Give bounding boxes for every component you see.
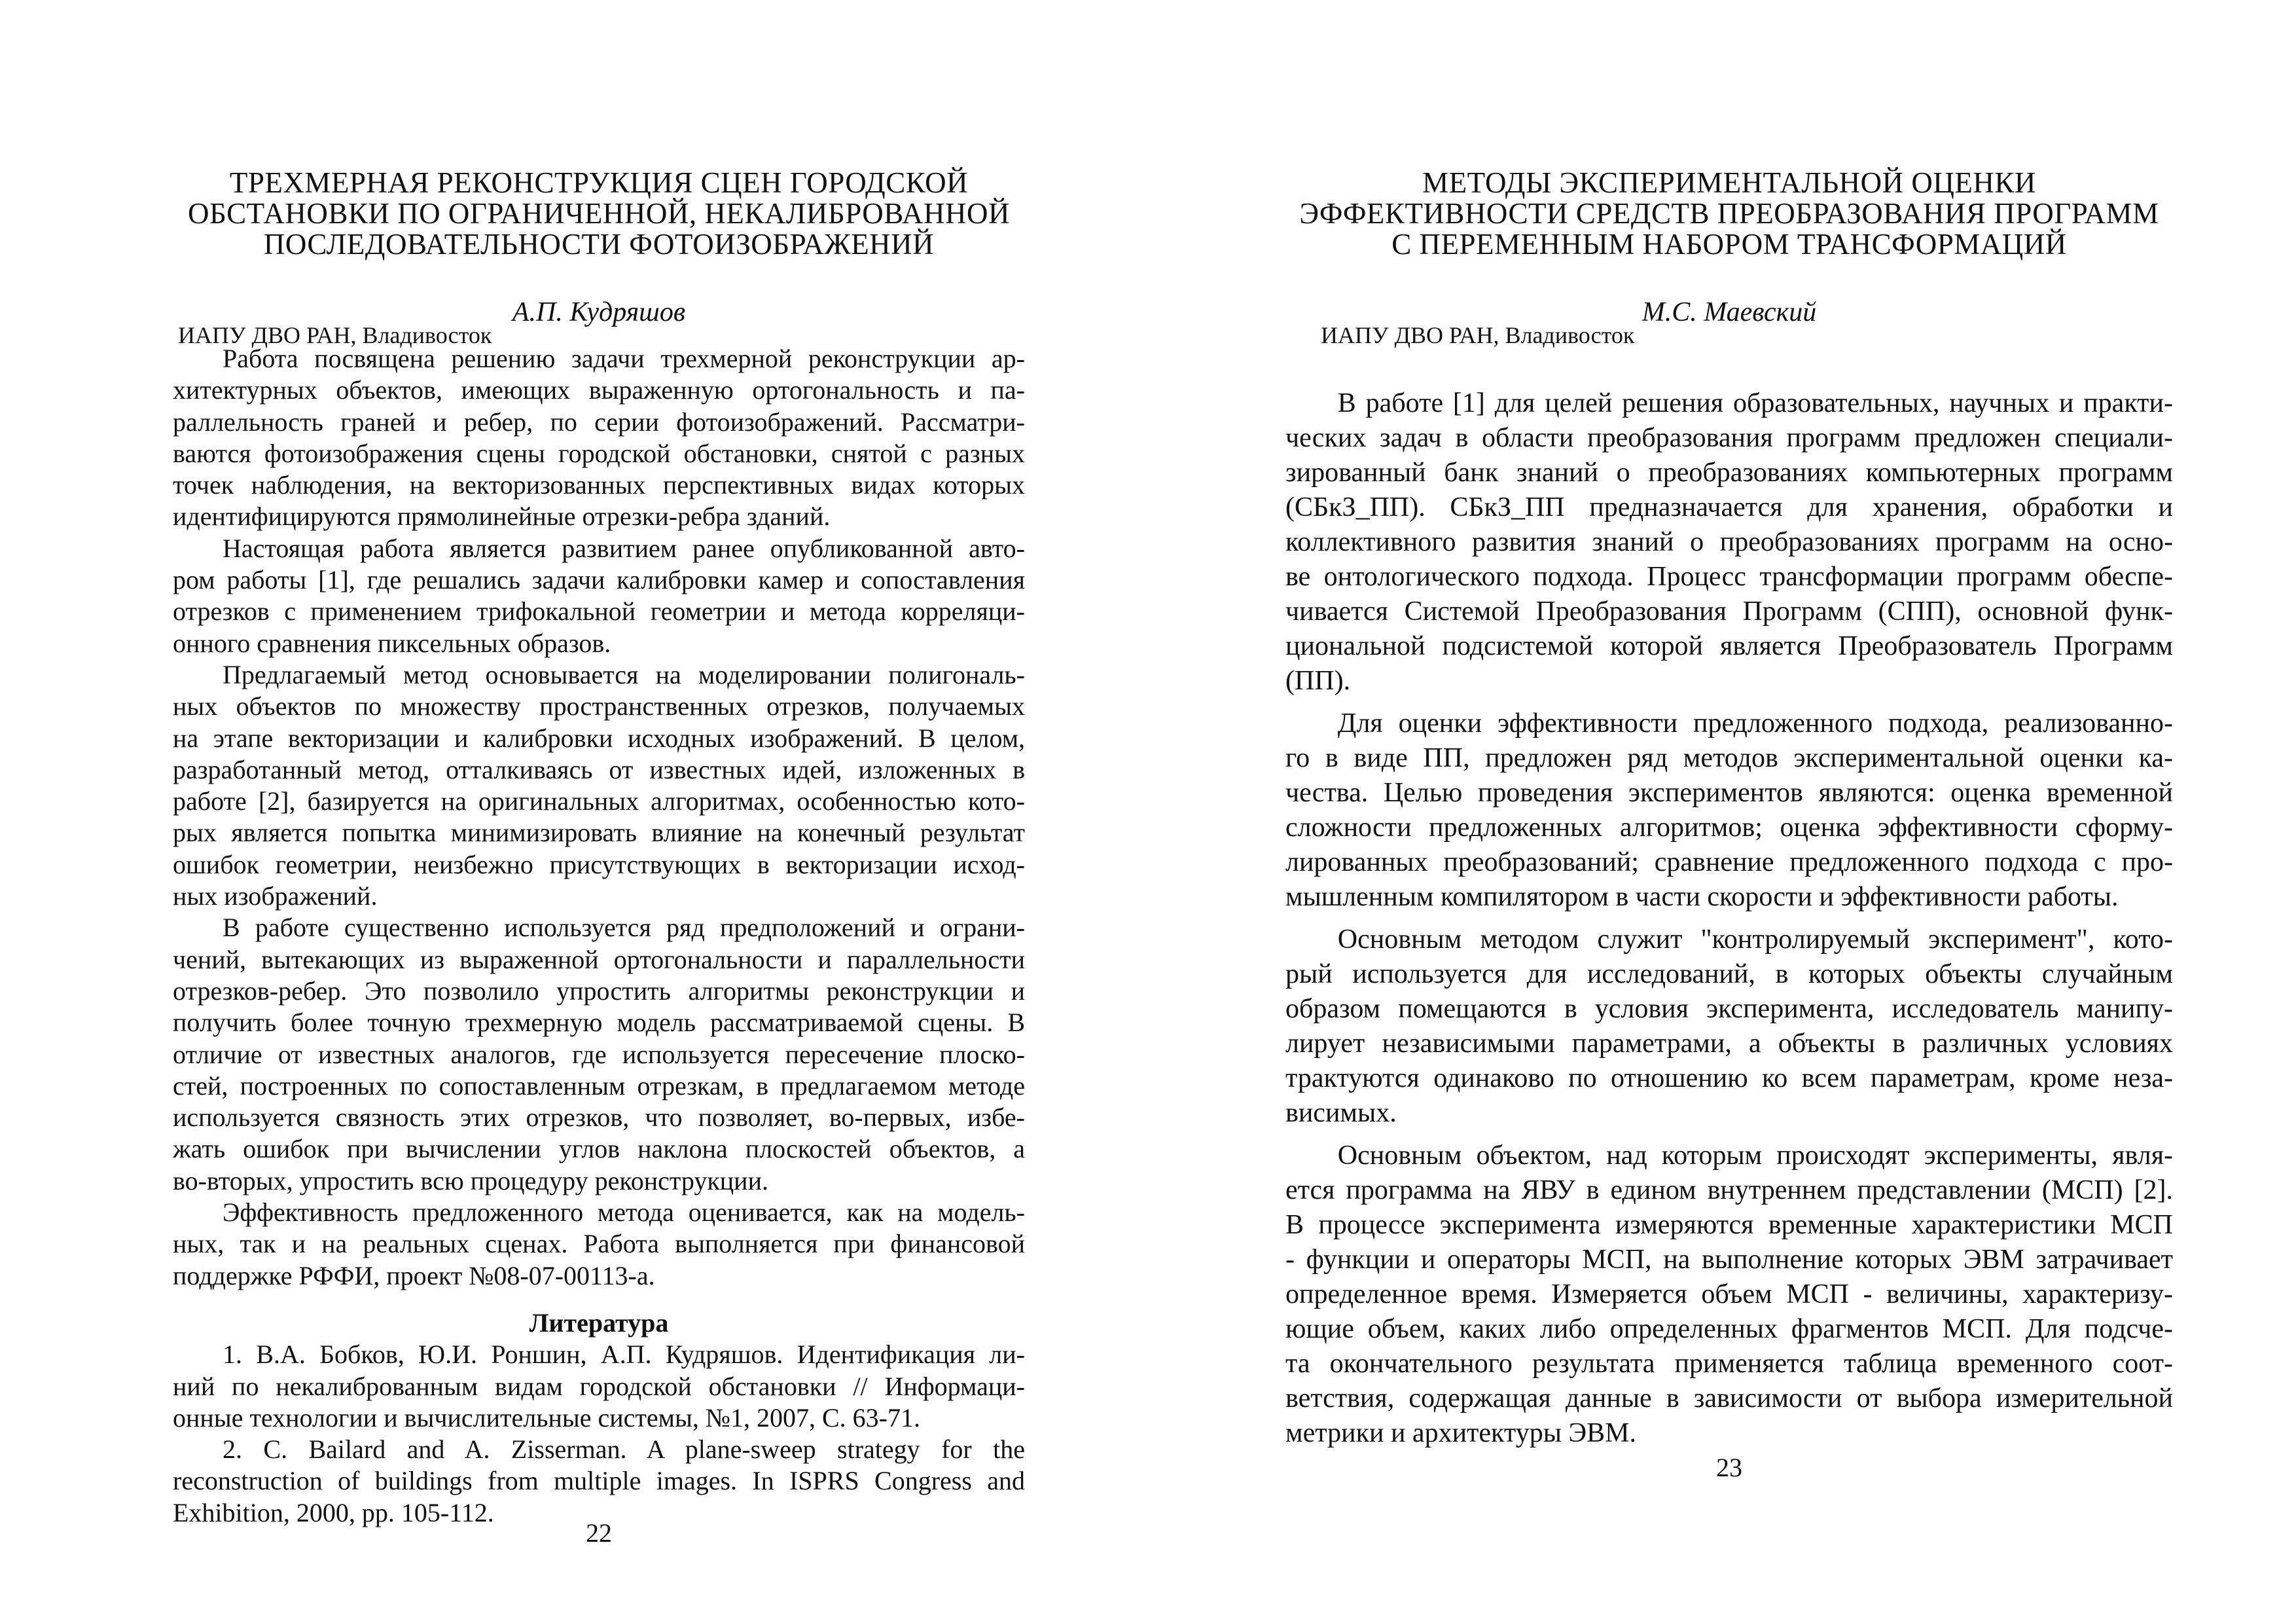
text-line: трактуются одинаково по отношению ко всем параметрам, кроме неза- <box>1285 1063 2173 1093</box>
text-line: ных, так и на реальных сценах. Работа выполняется при финансовой <box>173 1229 1025 1259</box>
text-line: Основным методом служит "контролируемый эксперимент", кото- <box>1337 924 2173 955</box>
text-line: лирует независимыми параметрами, а объекты в различных условиях <box>1285 1029 2173 1059</box>
paragraph <box>1285 386 2173 699</box>
text-line: В процессе эксперимента измеряются временные характеристики МСП <box>1285 1210 2173 1240</box>
text-line: чивается Системой Преобразования Программ (СПП), основной функ- <box>1285 596 2173 627</box>
text-line: ве онтологического подхода. Процесс трансформации программ обеспе- <box>1285 562 2173 592</box>
text-line: лированных преобразований; сравнение предложенного подхода с про- <box>1285 847 2173 877</box>
paragraph <box>1285 922 2173 1131</box>
text-line: чества. Целью проведения экспериментов являются: оценка временной <box>1285 778 2173 808</box>
text-line: метрики и архитектуры ЭВМ. <box>1285 1418 1636 1448</box>
text-line: Предлагаемый метод основывается на моделировании полигональ- <box>223 659 1025 689</box>
left-affiliation: ИАПУ ДВО РАН, Владивосток <box>178 322 492 348</box>
title-line: ЭФФЕКТИВНОСТИ СРЕДСТВ ПРЕОБРАЗОВАНИЯ ПРОГРАММ <box>1299 197 2159 230</box>
text-line: чений, вытекающих из выраженной ортогональности и параллельности <box>173 944 1025 974</box>
paragraph <box>173 912 1025 1197</box>
text-line: онные технологии и вычислительные системы, №1, 2007, С. 63-71. <box>173 1402 920 1432</box>
text-line: мышленным компилятором в части скорости и эффективности работы. <box>1285 882 2119 912</box>
left-author: А.П. Кудряшов <box>512 297 686 327</box>
right-article-body <box>1285 386 2173 1451</box>
right-article-title <box>1285 168 2173 260</box>
left-article-title <box>173 168 1025 260</box>
text-line: ром работы [1], где решались задачи калибровки камер и сопоставления <box>173 565 1025 595</box>
right-affiliation: ИАПУ ДВО РАН, Владивосток <box>1321 322 1635 348</box>
text-line: 1. В.А. Бобков, Ю.И. Роншин, А.П. Кудряшов. Идентификация ли- <box>223 1340 1025 1370</box>
reference-item <box>173 1434 1025 1529</box>
text-line: Работа посвящена решению задачи трехмерной реконструкции ар- <box>223 344 1025 373</box>
text-line: раллельность граней и ребер, по серии фотоизображений. Рассматри- <box>173 407 1025 437</box>
text-line: ошибок геометрии, неизбежно присутствующих в векторизации исход- <box>173 849 1025 879</box>
left-page-number: 22 <box>586 1518 612 1548</box>
text-line: разработанный метод, отталкиваясь от известных идей, изложенных в <box>173 754 1025 784</box>
text-line: Основным объектом, над которым происходят эксперименты, явля- <box>1337 1140 2173 1171</box>
text-line: получить более точную трехмерную модель рассматриваемой сцены. В <box>173 1008 1025 1038</box>
text-line: работе [2], базируется на оригинальных алгоритмах, особенностью кото- <box>173 786 1025 816</box>
text-line: коллективного развития знаний о преобразованиях программ на осно- <box>1285 527 2173 557</box>
paragraph <box>173 343 1025 533</box>
text-line: Настоящая работа является развитием ранее опубликованной авто- <box>223 533 1025 563</box>
paragraph <box>173 1197 1025 1292</box>
text-line: 2. C. Bailard and A. Zisserman. A plane-sweep strategy for the <box>223 1434 1025 1465</box>
right-author: М.С. Маевский <box>1641 297 1817 327</box>
text-line: (СБкЗ_ПП). СБкЗ_ПП предназначается для хранения, обработки и <box>1285 492 2173 522</box>
paragraph <box>173 659 1025 912</box>
text-line: Эффективность предложенного метода оценивается, как на модель- <box>223 1197 1025 1228</box>
text-line: во-вторых, упростить всю процедуру реконструкции. <box>173 1165 768 1195</box>
title-line: ПОСЛЕДОВАТЕЛЬНОСТИ ФОТОИЗОБРАЖЕНИЙ <box>263 228 935 261</box>
text-line: В работе существенно используется ряд предположений и ограни- <box>223 913 1025 943</box>
text-line: ных изображений. <box>173 881 378 911</box>
text-line: Exhibition, 2000, pp. 105-112. <box>173 1497 494 1527</box>
reference-item <box>173 1339 1025 1434</box>
paragraph <box>1285 1139 2173 1451</box>
text-line: ется программа на ЯВУ в едином внутреннем представлении (МСП) [2]. <box>1285 1175 2173 1205</box>
references-heading: Литература <box>529 1307 669 1338</box>
text-line: рый используется для исследований, в которых объекты случайным <box>1285 959 2173 989</box>
text-line: ветствия, содержащая данные в зависимости от выбора измерительной <box>1285 1383 2173 1413</box>
text-line: сложности предложенных алгоритмов; оценка эффективности сформу- <box>1285 812 2173 843</box>
text-line: хитектурных объектов, имеющих выраженную ортогональность и па- <box>173 375 1025 405</box>
paragraph <box>1285 706 2173 915</box>
text-line: рых является попытка минимизировать влияние на конечный результат <box>173 818 1025 848</box>
text-line: точек наблюдения, на векторизованных перспективных видах которых <box>173 470 1025 500</box>
title-line: С ПЕРЕМЕННЫМ НАБОРОМ ТРАНСФОРМАЦИЙ <box>1391 228 2067 261</box>
text-line: Для оценки эффективности предложенного подхода, реализованно- <box>1337 708 2173 739</box>
left-article-body <box>173 343 1025 1529</box>
text-line: (ПП). <box>1285 666 1351 696</box>
right-page-number: 23 <box>1716 1453 1742 1482</box>
text-line: висимых. <box>1285 1098 1397 1128</box>
text-line: стей, построенных по сопоставленным отрезкам, в предлагаемом методе <box>173 1070 1025 1101</box>
text-line: ческих задач в области преобразования программ предложен специали- <box>1285 423 2173 453</box>
text-line: го в виде ПП, предложен ряд методов экспериментальной оценки ка- <box>1285 743 2173 773</box>
text-line: - функции и операторы МСП, на выполнение которых ЭВМ затрачивает <box>1285 1245 2173 1275</box>
text-line: ваются фотоизображения сцены городской обстановки, снятой с разных <box>173 438 1025 468</box>
text-line: онного сравнения пиксельных образов. <box>173 628 611 658</box>
text-line: зированный банк знаний о преобразованиях компьютерных программ <box>1285 458 2173 488</box>
title-line: МЕТОДЫ ЭКСПЕРИМЕНТАЛЬНОЙ ОЦЕНКИ <box>1422 166 2036 199</box>
text-line: В работе [1] для целей решения образовательных, научных и практи- <box>1337 388 2173 418</box>
text-line: ющие объем, каких либо определенных фрагментов МСП. Для подсче- <box>1285 1314 2173 1344</box>
text-line: поддержке РФФИ, проект №08-07-00113-а. <box>173 1260 655 1290</box>
text-line: отличие от известных аналогов, где используется пересечение плоско- <box>173 1039 1025 1069</box>
text-line: циональной подсистемой которой является Преобразователь Программ <box>1285 631 2173 661</box>
text-line: reconstruction of buildings from multiple images. In ISPRS Congress and <box>173 1466 1025 1496</box>
text-line: отрезков с применением трифокальной геометрии и метода корреляци- <box>173 596 1025 627</box>
paragraph <box>173 533 1025 659</box>
text-line: на этапе векторизации и калибровки исходных изображений. В целом, <box>173 723 1025 753</box>
text-line: ных объектов по множеству пространственных отрезков, получаемых <box>173 691 1025 721</box>
text-line: та окончательного результата применяется таблица временного соот- <box>1285 1349 2173 1379</box>
text-line: идентифицируются прямолинейные отрезки-ребра зданий. <box>173 501 831 532</box>
title-line: ОБСТАНОВКИ ПО ОГРАНИЧЕННОЙ, НЕКАЛИБРОВАННОЙ <box>188 197 1010 230</box>
text-line: жать ошибок при вычислении углов наклона плоскостей объектов, а <box>173 1134 1025 1164</box>
title-line: ТРЕХМЕРНАЯ РЕКОНСТРУКЦИЯ СЦЕН ГОРОДСКОЙ <box>229 166 969 199</box>
text-line: используется связность этих отрезков, что позволяет, во-первых, избе- <box>173 1103 1025 1133</box>
text-line: определенное время. Измеряется объем МСП - величины, характеризу- <box>1285 1279 2173 1309</box>
text-line: отрезков-ребер. Это позволило упростить алгоритмы реконструкции и <box>173 976 1025 1006</box>
text-line: ний по некалиброванным видам городской обстановки // Информаци- <box>173 1371 1025 1401</box>
text-line: образом помещаются в условия эксперимента, исследователь манипу- <box>1285 994 2173 1024</box>
